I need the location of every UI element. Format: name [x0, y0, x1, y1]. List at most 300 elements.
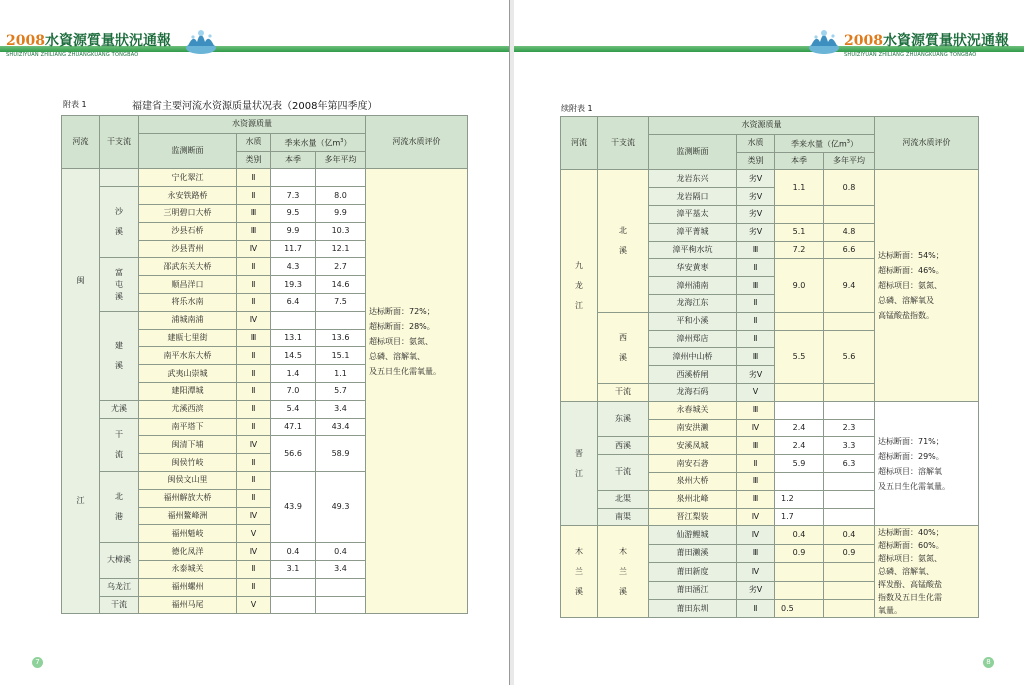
flow-current: 11.7 [271, 240, 316, 258]
class: Ⅱ [237, 258, 271, 276]
class: Ⅳ [237, 311, 271, 329]
section: 沙县青州 [139, 240, 237, 258]
class: Ⅳ [237, 240, 271, 258]
class: Ⅲ [737, 348, 775, 366]
table-caption: 续附表 1 [561, 104, 593, 113]
flow-current [775, 472, 824, 490]
flow-average [824, 472, 875, 490]
eval-line: 超标项目：溶解氧 [878, 466, 942, 476]
trib-char: 西 [619, 332, 627, 342]
class: Ⅲ [737, 490, 775, 508]
flow-average: 12.1 [316, 240, 366, 258]
flow-current: 6.4 [271, 293, 316, 311]
flow-average [824, 383, 875, 401]
trib-char: 北 [619, 226, 627, 236]
class: Ⅲ [237, 204, 271, 222]
trib-ganliu-2: 干流 [100, 596, 139, 614]
trib-char: 溪 [115, 360, 123, 370]
class: Ⅳ [237, 543, 271, 561]
table-title: 福建省主要河流水资源质量状况表（2008年第四季度） [132, 101, 378, 112]
section: 武夷山崇城 [139, 365, 237, 383]
page-number: 8 [983, 657, 994, 668]
flow-average: 8.0 [316, 187, 366, 205]
flow-current [775, 581, 824, 599]
flow-average: 5.7 [316, 382, 366, 400]
class: Ⅳ [237, 507, 271, 525]
section: 尤溪西滨 [139, 400, 237, 418]
section: 莆田涵江 [649, 581, 737, 599]
left-header [0, 24, 510, 64]
col-water-quality: 水资源质量 [649, 117, 875, 135]
flow-average: 0.8 [824, 170, 875, 206]
flow-average: 1.1 [316, 365, 366, 383]
flow-label: 季来水量（亿m [284, 138, 341, 148]
flow-current: 4.3 [271, 258, 316, 276]
section: 德化凤洋 [139, 543, 237, 561]
section: 仙游鲤城 [649, 526, 737, 544]
flow-average: 10.3 [316, 222, 366, 240]
section: 福州解放大桥 [139, 489, 237, 507]
trib-nanqu: 南渠 [598, 508, 649, 526]
flow-current [271, 596, 316, 614]
class: Ⅲ [237, 329, 271, 347]
trib-beiqu: 北渠 [598, 490, 649, 508]
class: Ⅲ [737, 401, 775, 419]
section: 南安石砻 [649, 455, 737, 473]
class: Ⅱ [237, 489, 271, 507]
flow-current: 3.1 [271, 560, 316, 578]
class: Ⅱ [737, 259, 775, 277]
flow-average [824, 563, 875, 581]
left-table [61, 115, 468, 614]
class: Ⅱ [237, 187, 271, 205]
trib-dazhangxi: 大樟溪 [100, 543, 139, 579]
section: 西溪桥闸 [649, 366, 737, 384]
class: Ⅱ [237, 293, 271, 311]
trib-xixi [598, 312, 649, 383]
col-eval: 河流水质评价 [875, 117, 979, 170]
class: Ⅳ [737, 563, 775, 581]
river-jinjiang [561, 401, 598, 526]
flow-average: 3.3 [824, 437, 875, 455]
section: 闽侯竹岐 [139, 454, 237, 472]
class: Ⅲ [737, 544, 775, 562]
trib-xixi-2: 西溪 [598, 437, 649, 455]
flow-current: 9.9 [271, 222, 316, 240]
flow-average [824, 581, 875, 599]
class: Ⅳ [737, 526, 775, 544]
section: 南平塔下 [139, 418, 237, 436]
eval-line: 总磷、溶解氧、 [369, 352, 425, 362]
eval-line: 超标断面：46%。 [878, 266, 944, 276]
flow-current: 47.1 [271, 418, 316, 436]
river-min-2: 江 [76, 496, 85, 506]
eval-mulanxi [875, 526, 979, 618]
flow-average: 15.1 [316, 347, 366, 365]
section: 福州马尾 [139, 596, 237, 614]
trib-char: 建 [115, 340, 123, 350]
section: 漳州中山桥 [649, 348, 737, 366]
col-flow [271, 133, 366, 151]
section: 莆田新度 [649, 563, 737, 581]
col-trib: 干支流 [598, 117, 649, 170]
section: 福州鳌峰洲 [139, 507, 237, 525]
section: 南安洪濑 [649, 419, 737, 437]
header-subtitle: SHUIZIYUAN ZHILIANG ZHUANGKUANG TONGBAO [6, 52, 139, 58]
flow-current: 9.5 [271, 204, 316, 222]
section: 漳平基太 [649, 205, 737, 223]
flow-average: 14.6 [316, 276, 366, 294]
flow-current: 1.1 [775, 170, 824, 206]
class: Ⅱ [237, 418, 271, 436]
section: 漳州浦南 [649, 277, 737, 295]
section: 邵武东关大桥 [139, 258, 237, 276]
flow-current: 5.9 [775, 455, 824, 473]
flow-current: 0.4 [271, 543, 316, 561]
section: 漳州郑店 [649, 330, 737, 348]
col-class-2: 类别 [737, 152, 775, 170]
col-trib: 干支流 [100, 116, 139, 169]
flow-average [824, 490, 875, 508]
page-number: 7 [32, 657, 43, 668]
eval-line: 高锰酸盐指数。 [878, 311, 934, 321]
section: 建瓯七里街 [139, 329, 237, 347]
section: 龙海石码 [649, 383, 737, 401]
flow-current: 7.2 [775, 241, 824, 259]
flow-current: 0.4 [775, 526, 824, 544]
trib-ganliu [100, 418, 139, 471]
river-jiulong [561, 170, 598, 401]
col-water-quality: 水资源质量 [139, 116, 366, 134]
flow-average [824, 312, 875, 330]
class: Ⅱ [237, 560, 271, 578]
col-section: 监测断面 [139, 133, 237, 169]
flow-current [271, 578, 316, 596]
flow-current: 1.2 [775, 490, 824, 508]
eval-line: 超标项目：氨氮、 [878, 554, 942, 564]
section: 安溪凤城 [649, 437, 737, 455]
section: 龙岩隔口 [649, 188, 737, 206]
river-char: 溪 [575, 586, 583, 596]
flow-average: 3.4 [316, 400, 366, 418]
section: 宁化翠江 [139, 169, 237, 187]
flow-average: 0.4 [824, 526, 875, 544]
col-average: 多年平均 [316, 151, 366, 169]
flow-current: 5.1 [775, 223, 824, 241]
flow-average: 49.3 [316, 471, 366, 542]
trib-ganliu-2: 干流 [598, 455, 649, 491]
class: Ⅱ [237, 365, 271, 383]
section: 永春城关 [649, 401, 737, 419]
section: 华安黄枣 [649, 259, 737, 277]
river-char: 江 [575, 300, 583, 310]
eval-line: 总磷、溶解氧及 [878, 296, 934, 306]
class: Ⅲ [737, 437, 775, 455]
eval-line: 超标断面：28%。 [369, 322, 435, 332]
class: Ⅱ [237, 454, 271, 472]
trib-char: 木 [619, 546, 627, 556]
section: 闽清下埔 [139, 436, 237, 454]
flow-label-end: ） [343, 138, 352, 148]
section: 建阳潭城 [139, 382, 237, 400]
section: 龙岩东兴 [649, 170, 737, 188]
flow-average: 58.9 [316, 436, 366, 472]
flow-current: 7.3 [271, 187, 316, 205]
left-page [0, 0, 510, 685]
flow-current: 7.0 [271, 382, 316, 400]
class: Ⅱ [737, 312, 775, 330]
section: 晋江梨装 [649, 508, 737, 526]
flow-average: 9.9 [316, 204, 366, 222]
right-table [560, 116, 979, 618]
eval-line: 超标项目：氨氮、 [369, 337, 433, 347]
header-title [6, 30, 171, 50]
class: Ⅲ [237, 222, 271, 240]
class: Ⅱ [237, 169, 271, 187]
eval-line: 达标断面：72%； [369, 307, 435, 317]
flow-current: 2.4 [775, 419, 824, 437]
flow-current [271, 311, 316, 329]
class: Ⅴ [737, 383, 775, 401]
table-caption: 附表 1 [63, 100, 87, 109]
eval-line: 超标断面：60%。 [878, 541, 944, 551]
class: Ⅱ [737, 455, 775, 473]
trib-youxi: 尤溪 [100, 400, 139, 418]
section: 莆田东圳 [649, 599, 737, 617]
col-river: 河流 [561, 117, 598, 170]
flow-sup: 3 [340, 137, 344, 144]
eval-line: 超标断面：29%。 [878, 451, 944, 461]
trib-char: 干 [115, 429, 123, 439]
section: 永泰城关 [139, 560, 237, 578]
flow-label: 季来水量（亿m [791, 139, 847, 149]
class: Ⅱ [737, 330, 775, 348]
section: 福州螺州 [139, 578, 237, 596]
header-year: 2008 [844, 33, 883, 49]
section: 顺昌洋口 [139, 276, 237, 294]
header-title [844, 30, 1009, 50]
flow-average [316, 578, 366, 596]
flow-current [775, 205, 824, 223]
class: Ⅳ [737, 419, 775, 437]
col-class-1: 水质 [737, 134, 775, 152]
trib-blank [100, 169, 139, 187]
section: 漳平菁城 [649, 223, 737, 241]
flow-current [271, 169, 316, 187]
section: 莆田濑溪 [649, 544, 737, 562]
class: Ⅳ [737, 508, 775, 526]
section: 永安铁路桥 [139, 187, 237, 205]
col-average: 多年平均 [824, 152, 875, 170]
class: Ⅲ [737, 241, 775, 259]
trib-wulongjiang: 乌龙江 [100, 578, 139, 596]
flow-current: 5.5 [775, 330, 824, 383]
trib-beixi [598, 170, 649, 312]
trib-char: 北 [115, 492, 123, 502]
flow-current [775, 563, 824, 581]
flow-current: 56.6 [271, 436, 316, 472]
trib-char: 沙 [115, 207, 123, 217]
river-char: 九 [575, 260, 583, 270]
class: 劣Ⅴ [737, 223, 775, 241]
trib-dongxi: 东溪 [598, 401, 649, 437]
section: 漳平枸水坑 [649, 241, 737, 259]
col-section: 监测断面 [649, 134, 737, 170]
trib-char: 溪 [619, 352, 627, 362]
river-min-1: 闽 [76, 276, 85, 286]
flow-average: 0.4 [316, 543, 366, 561]
eval-line: 达标断面：40%； [878, 528, 944, 538]
trib-char: 流 [115, 449, 123, 459]
section: 闽侯文山里 [139, 471, 237, 489]
flow-current [775, 401, 824, 419]
trib-char: 溪 [619, 586, 627, 596]
flow-current: 1.4 [271, 365, 316, 383]
trib-char: 屯 [115, 279, 123, 289]
flow-average [316, 169, 366, 187]
flow-current: 2.4 [775, 437, 824, 455]
class: Ⅱ [237, 471, 271, 489]
eval-line: 及五日生化需氧量。 [878, 481, 950, 491]
trib-ganliu: 干流 [598, 383, 649, 401]
class: Ⅱ [737, 294, 775, 312]
header-subtitle: SHUIZIYUAN ZHILIANG ZHUANGKUANG TONGBAO [844, 52, 977, 58]
flow-average: 5.6 [824, 330, 875, 383]
col-current: 本季 [775, 152, 824, 170]
class: Ⅱ [737, 599, 775, 617]
section: 三明碧口大桥 [139, 204, 237, 222]
section: 南平水东大桥 [139, 347, 237, 365]
flow-average: 3.4 [316, 560, 366, 578]
trib-jianxi [100, 311, 139, 400]
col-class-1: 水质 [237, 133, 271, 151]
class: Ⅲ [737, 277, 775, 295]
class: 劣Ⅴ [737, 581, 775, 599]
flow-current: 0.9 [775, 544, 824, 562]
class: Ⅱ [237, 400, 271, 418]
flow-average: 0.9 [824, 544, 875, 562]
flow-current: 1.7 [775, 508, 824, 526]
eval-line: 挥发酚、高锰酸盐 [878, 580, 942, 590]
eval-jiulong [875, 170, 979, 401]
eval-line: 达标断面：54%； [878, 251, 944, 261]
flow-average [824, 599, 875, 617]
trib-char: 港 [115, 512, 123, 522]
header-title-text: 水資源質量狀況通報 [44, 33, 171, 49]
col-class-2: 类别 [237, 151, 271, 169]
section: 浦城南浦 [139, 311, 237, 329]
class: Ⅱ [237, 276, 271, 294]
col-eval: 河流水质评价 [366, 116, 468, 169]
class: 劣Ⅴ [737, 205, 775, 223]
trib-char: 兰 [619, 566, 627, 576]
class: Ⅴ [237, 596, 271, 614]
flow-current [775, 312, 824, 330]
flow-sup: 3 [846, 138, 850, 145]
flow-average: 43.4 [316, 418, 366, 436]
trib-char: 溪 [619, 246, 627, 256]
header-title-text: 水資源質量狀況通報 [882, 33, 1009, 49]
class: Ⅱ [237, 382, 271, 400]
class: 劣Ⅴ [737, 170, 775, 188]
water-splash-logo-icon [183, 24, 219, 58]
eval-line: 超标项目：氨氮、 [878, 281, 942, 291]
water-splash-logo-icon [806, 24, 842, 58]
class: Ⅲ [737, 472, 775, 490]
trib-futun [100, 258, 139, 311]
section: 平和小溪 [649, 312, 737, 330]
flow-average: 4.8 [824, 223, 875, 241]
flow-average: 6.3 [824, 455, 875, 473]
trib-char: 富 [115, 267, 123, 277]
trib-mulanxi [598, 526, 649, 618]
eval-jinjiang [875, 401, 979, 526]
flow-average [316, 311, 366, 329]
class: 劣Ⅴ [737, 188, 775, 206]
right-header [514, 24, 1024, 64]
river-char: 兰 [575, 566, 583, 576]
eval-line: 达标断面：71%； [878, 436, 944, 446]
river-char: 龙 [575, 280, 583, 290]
col-river: 河流 [62, 116, 100, 169]
flow-average: 2.7 [316, 258, 366, 276]
flow-current: 19.3 [271, 276, 316, 294]
class: Ⅱ [237, 347, 271, 365]
col-current: 本季 [271, 151, 316, 169]
trib-char: 溪 [115, 291, 123, 301]
flow-current: 0.5 [775, 599, 824, 617]
flow-current [775, 383, 824, 401]
trib-beigang [100, 471, 139, 542]
flow-average: 13.6 [316, 329, 366, 347]
flow-average [824, 401, 875, 419]
river-char: 木 [575, 546, 583, 556]
trib-shaxi [100, 187, 139, 258]
river-char: 江 [575, 468, 583, 478]
river-mulanxi [561, 526, 598, 618]
flow-average: 9.4 [824, 259, 875, 312]
flow-current: 13.1 [271, 329, 316, 347]
flow-current: 43.9 [271, 471, 316, 542]
section: 泉州大桥 [649, 472, 737, 490]
section: 将乐水南 [139, 293, 237, 311]
col-flow [775, 134, 875, 152]
right-page [514, 0, 1024, 685]
flow-average: 2.3 [824, 419, 875, 437]
header-year: 2008 [6, 33, 45, 49]
flow-current: 14.5 [271, 347, 316, 365]
eval-line: 及五日生化需氧量。 [369, 367, 441, 377]
eval-line: 总磷、溶解氧、 [878, 567, 934, 577]
flow-average [824, 205, 875, 223]
river-char: 晋 [575, 448, 583, 458]
flow-current: 5.4 [271, 400, 316, 418]
flow-average [316, 596, 366, 614]
class: Ⅳ [237, 436, 271, 454]
section: 福州魁岐 [139, 525, 237, 543]
flow-label-end: ） [849, 139, 858, 149]
flow-average: 6.6 [824, 241, 875, 259]
section: 沙县石桥 [139, 222, 237, 240]
section: 泉州北峰 [649, 490, 737, 508]
class: Ⅱ [237, 578, 271, 596]
eval-line: 氧量。 [878, 606, 902, 616]
eval-line: 指数及五日生化需 [878, 593, 942, 603]
class: Ⅴ [237, 525, 271, 543]
section: 龙海江东 [649, 294, 737, 312]
flow-average: 7.5 [316, 293, 366, 311]
eval-min [366, 169, 468, 614]
